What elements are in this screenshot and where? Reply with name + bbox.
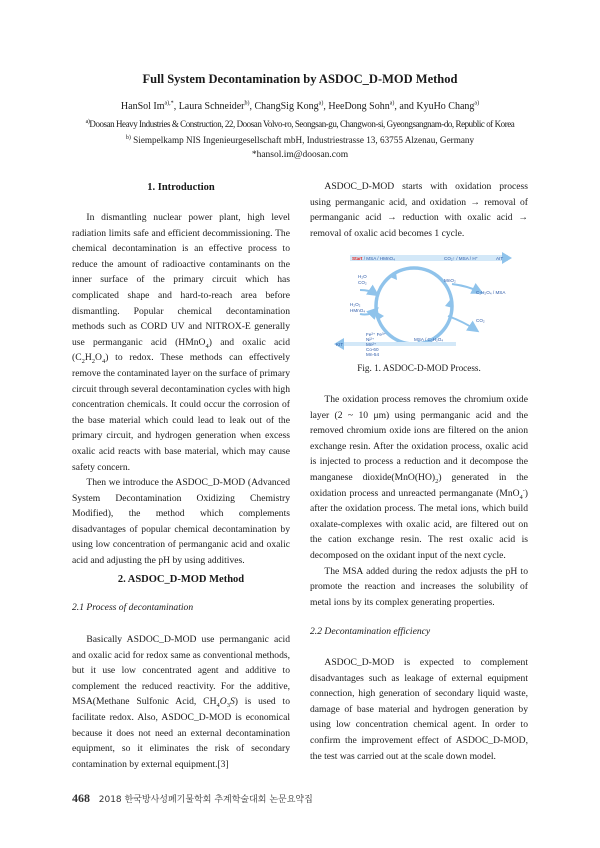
ring-arrow	[377, 312, 384, 320]
separator: ,	[323, 101, 329, 112]
page-footer	[72, 791, 313, 806]
author-affil-mark: a)	[389, 100, 395, 107]
author-name: HanSol Im	[120, 101, 165, 112]
method-body	[72, 632, 290, 772]
efficiency-body	[310, 655, 528, 764]
process-overview	[310, 179, 528, 241]
section-heading-introduction: 1. Introduction	[147, 182, 215, 193]
affiliation-b	[0, 135, 600, 145]
conference-name: 2018 한국방사성폐기물학회 추계학술대회 논문요약집	[98, 795, 313, 805]
affiliation-text: Doosan Heavy Industries & Construction, 22, Doosan Volvo-ro, Seongsan-gu, Changwon-si, Gyeongsangnam-do, Republic of Korea	[89, 119, 515, 129]
fig-start-label: Start / MSA / HMnO₄	[352, 256, 395, 261]
author-affil-mark: a)	[474, 100, 480, 107]
fig-label: Ni²⁺	[366, 337, 375, 342]
input-arrow	[360, 290, 376, 294]
fig-label: Co-60	[366, 347, 379, 352]
author-name: HeeDong Sohn	[328, 101, 390, 112]
fig-label: Mn-54	[366, 352, 380, 357]
paragraph: ASDOC_D-MOD starts with oxidation process using permanganic acid, and oxidation → removal of permanganic acid → reduction with oxalic acid → removal of oxalic acid becomes 1 cycle.	[310, 181, 528, 239]
fig-label: CO₂	[358, 280, 367, 285]
author-affil-mark: b)	[244, 100, 250, 107]
paragraph: In dismantling nuclear power plant, high level radiation limits safe and efficient decommissioning. The chemical decontamination is an effective process to reduce the amount of radioactive contaminants on the inner surface of the primary circuit which has complicated shape and hard-to-reach area before dismantling. Popular chemical decontamination methods such as CORD UV and NITROX-E generally use permanganic acid (HMnO$_4$) and oxalic acid $(C_2H_2O_4)$ to redox. These methods can effectively remove the contaminated layer on the surface of primary circuit through several decontamination cycles with high concentration chemicals. It could occur the corrosion of the base material which could lead to leak out of the primary circuit, and hydrogen generation when excess oxalic acid reacts with base material, which may cause safety concern.	[72, 212, 290, 473]
section-heading-method: 2. ASDOC_D-MOD Method	[117, 574, 245, 585]
fig-label: Mn²⁺	[366, 342, 377, 347]
subsection-heading-process: 2.1 Process of decontamination	[72, 602, 194, 613]
paragraph: Then we introduce the ASDOC_D-MOD (Advanced System Decontamination Oxidizing Chemistry Modified), the method which complements disadvantages of popular chemical decontamination by using low concentration of permanganic acid and oxalic acid and adjusting the pH by using additives.	[72, 477, 290, 567]
author-affil-mark: a)	[318, 100, 324, 107]
fig-label: KIT	[336, 342, 344, 347]
author-name: ChangSig Kong	[254, 101, 319, 112]
separator: , and	[394, 101, 417, 112]
fig-label: H₂O	[358, 274, 367, 279]
author-list	[0, 101, 600, 112]
separator: ,	[249, 101, 255, 112]
output-arrow	[448, 316, 476, 330]
author-affil-mark: a),*	[164, 100, 174, 107]
separator: ,	[173, 101, 179, 112]
fig-label: HMnO₄	[350, 308, 366, 313]
affil-mark: a)	[85, 119, 90, 125]
paragraph: Basically ASDOC_D-MOD use permanganic acid and oxalic acid for redox same as conventional methods, but it use low concentrated agent and additive to complement the reduced reactivity. For the additive, MSA(Methane Sulfonic Acid, $CH_4O_3S$) is used to facilitate redox. Also, ASDOC_D-MOD is economical because it does not need an external decontamination equipment, so it eliminates the risk of secondary contamination by external equipment.[3]	[72, 634, 290, 770]
affil-mark: b)	[125, 134, 131, 141]
top-arrow-head	[502, 252, 512, 264]
paragraph: The oxidation process removes the chromium oxide layer (2 ~ 10 μm) using permanganic acid and the removed chromium oxide ions are filtered on the anion exchange resin. After the oxidation process, oxalic acid is injected to process a reduction and it decompose the manganese $dioxide(MnO(HO)_2)$ generated in the oxidation process and unreacted permanganate (MnO$_4$-) after the oxidation process. The metal ions, which build oxalate-complexes with oxalic acid, are filtered out on the cation exchange resin. The rest oxalic acid is decomposed on the oxidant input of the next cycle.	[310, 394, 528, 561]
fig-label: MnO₂	[444, 278, 456, 283]
fig-label: MSA / C₂H₂O₄	[414, 337, 444, 342]
figure-caption: Fig. 1. ASDOC-D-MOD Process.	[357, 363, 481, 373]
fig-label: Fe²⁺ Fe³⁺	[366, 332, 386, 337]
oxidation-body	[310, 392, 528, 610]
fig-label: C₂H₂O₄ / MSA	[476, 290, 506, 295]
corresponding-email: *hansol.im@doosan.com	[251, 150, 349, 160]
paper-title: Full System Decontamination by ASDOC_D-MOD Method	[142, 72, 458, 86]
subsection-heading-efficiency: 2.2 Decontamination efficiency	[310, 626, 431, 637]
fig-label: AIT	[496, 256, 504, 261]
paragraph: ASDOC_D-MOD is expected to complement disadvantages such as leakage of external equipment connection, high generation of secondary liquid waste, damage of base material and hydrogen generation by using low concentration chemical agent. In order to confirm the improvement effect of ASDOC_D-MOD, the test was carried out at the scale down model.	[310, 657, 528, 762]
introduction-body	[72, 210, 290, 569]
author-name: Laura Schneider	[178, 101, 245, 112]
bottom-flow-bar	[338, 342, 456, 346]
fig-label: CO₂↑ / MSA / H⁺	[444, 256, 479, 261]
fig-label: H₂O₂	[350, 302, 361, 307]
process-cycle-figure	[330, 250, 518, 362]
page-number: 468	[72, 791, 90, 805]
author-name: KyuHo Chang	[416, 101, 475, 112]
cycle-ring	[376, 268, 452, 344]
fig-label: CO₂	[476, 318, 485, 323]
affiliation-a	[0, 119, 600, 129]
affiliation-text: Siempelkamp NIS Ingenieurgesellschaft mbH, Industriestrasse 13, 63755 Alzenau, Germany	[133, 135, 475, 145]
paragraph: The MSA added during the redox adjusts the pH to promote the reaction and increases the solubility of metal ions by its complex generating properties.	[310, 565, 528, 608]
